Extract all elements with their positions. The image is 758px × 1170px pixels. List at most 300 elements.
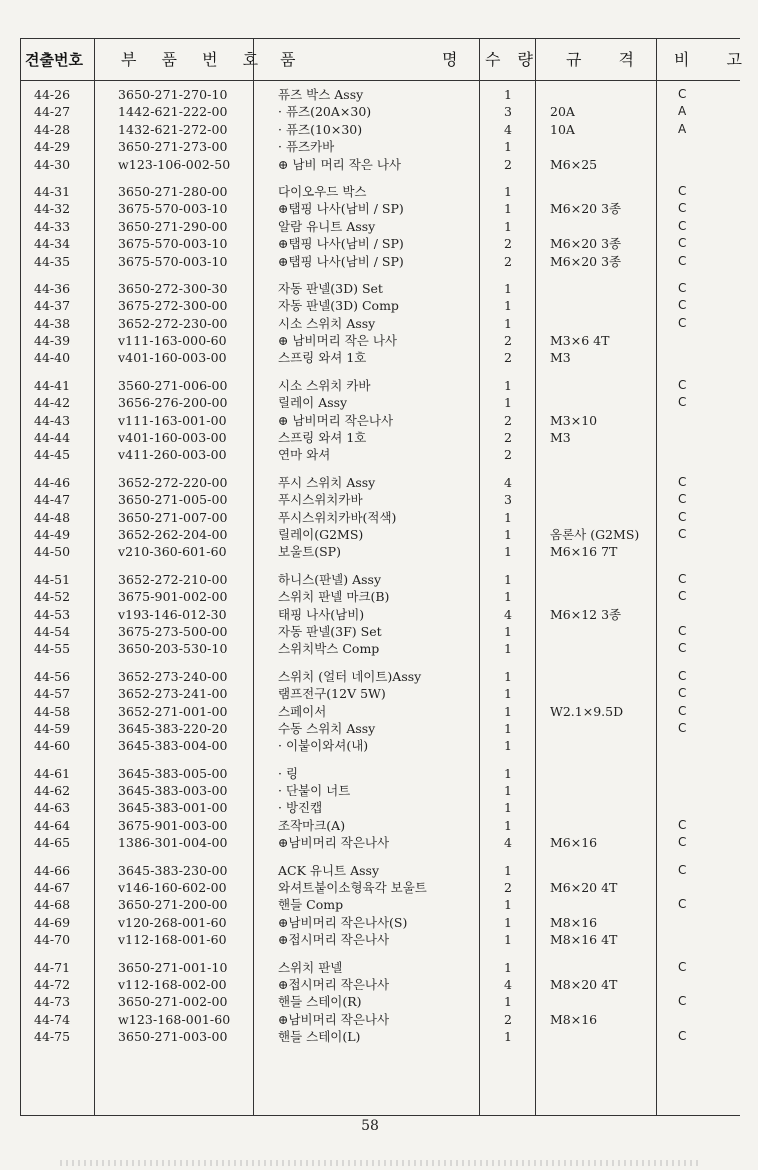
part-no: 3652-272-230-00 <box>118 315 228 331</box>
note: C <box>678 183 687 198</box>
index-no: 44-35 <box>34 253 71 269</box>
table-row <box>0 993 740 1010</box>
spec: M3×10 <box>550 412 598 428</box>
part-name: ⊕탭핑 나사(남비 / SP) <box>278 201 404 217</box>
spec: W2.1×9.5D <box>550 703 624 719</box>
index-no: 44-75 <box>34 1029 71 1045</box>
part-name: 스프링 와셔 1호 <box>278 430 367 446</box>
index-no: 44-60 <box>34 738 71 754</box>
quantity: 2 <box>504 880 512 896</box>
note: C <box>678 623 687 638</box>
index-no: 44-43 <box>34 412 71 428</box>
note: C <box>678 720 687 735</box>
part-name: ⊕남비머리 작은나사 <box>278 1011 390 1027</box>
quantity: 1 <box>504 862 512 878</box>
part-no: w123-168-001-60 <box>118 1011 231 1027</box>
index-no: 44-29 <box>34 139 71 155</box>
part-no: 3650-271-270-10 <box>118 87 228 102</box>
quantity: 2 <box>504 236 512 252</box>
index-no: 44-67 <box>34 880 71 896</box>
spec: M3 <box>550 430 571 446</box>
table-row <box>0 685 740 702</box>
header-note: 비 고 <box>674 50 758 69</box>
part-name: 릴레이(G2MS) <box>278 526 364 542</box>
index-no: 44-40 <box>34 350 71 366</box>
part-no: 3645-383-230-00 <box>118 862 228 878</box>
quantity: 2 <box>504 1011 512 1027</box>
row-group <box>0 377 740 464</box>
row-group <box>0 765 740 852</box>
part-no: 3652-272-210-00 <box>118 571 228 587</box>
row-group <box>0 668 740 755</box>
part-name: 스페이서 <box>278 703 327 719</box>
part-no: 3652-273-240-00 <box>118 668 228 684</box>
quantity: 1 <box>504 526 512 542</box>
part-no: 3675-901-002-00 <box>118 589 228 605</box>
part-name: · 퓨즈카바 <box>278 139 335 155</box>
quantity: 1 <box>504 641 512 657</box>
quantity: 1 <box>504 377 512 393</box>
part-no: 3675-272-300-00 <box>118 298 228 314</box>
index-no: 44-53 <box>34 606 71 622</box>
part-no: 3645-383-001-00 <box>118 800 228 816</box>
index-no: 44-31 <box>34 183 71 199</box>
index-no: 44-33 <box>34 218 71 234</box>
quantity: 4 <box>504 606 512 622</box>
table-row <box>0 526 740 543</box>
quantity: 1 <box>504 183 512 199</box>
row-group <box>0 183 740 270</box>
index-no: 44-56 <box>34 668 71 684</box>
note: C <box>678 201 687 216</box>
table-row <box>0 86 740 103</box>
spec: 10A <box>550 121 575 137</box>
note: C <box>678 377 687 392</box>
note: C <box>678 315 687 330</box>
part-name: 자동 판넬(3F) Set <box>278 623 382 639</box>
index-no: 44-64 <box>34 817 71 833</box>
parts-table-body <box>0 86 740 1056</box>
part-name: 스위치 판넬 <box>278 959 343 975</box>
index-no: 44-34 <box>34 236 71 252</box>
part-name: ⊕탭핑 나사(남비 / SP) <box>278 253 404 269</box>
header-name-right: 명 <box>442 50 458 69</box>
part-no: 3650-271-005-00 <box>118 492 228 508</box>
part-no: w123-106-002-50 <box>118 156 231 172</box>
part-name: · 퓨즈(20A×30) <box>278 104 372 120</box>
table-row <box>0 862 740 879</box>
part-name: 자동 판넬(3D) Comp <box>278 298 399 314</box>
part-no: v120-268-001-60 <box>118 914 227 930</box>
quantity: 1 <box>504 315 512 331</box>
index-no: 44-30 <box>34 156 71 172</box>
index-no: 44-49 <box>34 526 71 542</box>
part-name: 보울트(SP) <box>278 544 341 560</box>
spec: M8×16 4T <box>550 932 618 948</box>
index-no: 44-58 <box>34 703 71 719</box>
part-name: ⊕접시머리 작은나사 <box>278 976 390 992</box>
quantity: 2 <box>504 430 512 446</box>
table-row <box>0 491 740 508</box>
note: C <box>678 897 687 912</box>
part-name: · 이붙이와셔(내) <box>278 738 369 754</box>
note: C <box>678 589 687 604</box>
index-no: 44-51 <box>34 571 71 587</box>
note: C <box>678 492 687 507</box>
table-row <box>0 896 740 913</box>
index-no: 44-26 <box>34 87 71 102</box>
part-name: 시소 스위치 Assy <box>278 315 376 331</box>
header-spec: 규 격 <box>566 50 650 69</box>
note: C <box>678 686 687 701</box>
part-name: 연마 와셔 <box>278 447 331 463</box>
index-no: 44-48 <box>34 509 71 525</box>
part-name: 램프전구(12V 5W) <box>278 686 386 702</box>
row-group <box>0 86 740 173</box>
quantity: 2 <box>504 412 512 428</box>
part-no: 3675-570-003-10 <box>118 201 228 217</box>
part-name: · 단붙이 너트 <box>278 783 351 799</box>
quantity: 3 <box>504 104 512 120</box>
index-no: 44-63 <box>34 800 71 816</box>
note: C <box>678 862 687 877</box>
header-quantity: 수 량 <box>485 50 539 69</box>
row-group <box>0 474 740 561</box>
part-no: 3650-271-001-10 <box>118 959 228 975</box>
index-no: 44-36 <box>34 280 71 296</box>
table-row <box>0 156 740 173</box>
quantity: 1 <box>504 1029 512 1045</box>
table-row <box>0 782 740 799</box>
note: C <box>678 959 687 974</box>
index-no: 44-50 <box>34 544 71 560</box>
note: C <box>678 641 687 656</box>
note: C <box>678 298 687 313</box>
part-no: 3675-273-500-00 <box>118 623 228 639</box>
table-row <box>0 931 740 948</box>
note: C <box>678 474 687 489</box>
table-row <box>0 1011 740 1028</box>
spec: 옴론사 (G2MS) <box>550 526 640 542</box>
part-name: 푸시스위치카바 <box>278 492 363 508</box>
table-row <box>0 332 740 349</box>
quantity: 1 <box>504 959 512 975</box>
quantity: 1 <box>504 668 512 684</box>
part-name: ⊕남비머리 작은나사 <box>278 835 390 851</box>
quantity: 2 <box>504 447 512 463</box>
part-no: 3650-271-003-00 <box>118 1029 228 1045</box>
spec: M6×12 3종 <box>550 606 622 622</box>
index-no: 44-68 <box>34 897 71 913</box>
note: C <box>678 253 687 268</box>
quantity: 1 <box>504 932 512 948</box>
part-no: 3645-383-004-00 <box>118 738 228 754</box>
part-name: 퓨즈 박스 Assy <box>278 87 364 102</box>
index-no: 44-70 <box>34 932 71 948</box>
part-name: · 방진캡 <box>278 800 323 816</box>
note: C <box>678 526 687 541</box>
quantity: 1 <box>504 201 512 217</box>
note: C <box>678 703 687 718</box>
part-name: 수동 스위치 Assy <box>278 720 376 736</box>
part-no: v411-260-003-00 <box>118 447 227 463</box>
quantity: 1 <box>504 994 512 1010</box>
table-bottom-border <box>20 1115 740 1116</box>
part-no: 3650-271-273-00 <box>118 139 228 155</box>
table-row <box>0 394 740 411</box>
table-row <box>0 138 740 155</box>
spec: M8×16 <box>550 914 598 930</box>
spec: M6×20 3종 <box>550 201 622 217</box>
quantity: 1 <box>504 544 512 560</box>
part-name: 하니스(판넬) Assy <box>278 571 382 587</box>
spec: M6×16 7T <box>550 544 618 560</box>
part-name: 스프링 와셔 1호 <box>278 350 367 366</box>
table-row <box>0 623 740 640</box>
part-no: 3652-262-204-00 <box>118 526 228 542</box>
index-no: 44-38 <box>34 315 71 331</box>
index-no: 44-71 <box>34 959 71 975</box>
table-row <box>0 879 740 896</box>
table-row <box>0 834 740 851</box>
note: C <box>678 236 687 251</box>
table-row <box>0 737 740 754</box>
note: C <box>678 395 687 410</box>
index-no: 44-46 <box>34 474 71 490</box>
spec: M8×20 4T <box>550 976 618 992</box>
index-no: 44-61 <box>34 765 71 781</box>
table-row <box>0 280 740 297</box>
index-no: 44-44 <box>34 430 71 446</box>
table-row <box>0 103 740 120</box>
index-no: 44-59 <box>34 720 71 736</box>
table-row <box>0 976 740 993</box>
part-no: 3645-383-005-00 <box>118 765 228 781</box>
index-no: 44-62 <box>34 783 71 799</box>
index-no: 44-28 <box>34 121 71 137</box>
table-row <box>0 474 740 491</box>
table-row <box>0 183 740 200</box>
note: C <box>678 509 687 524</box>
spec: M6×20 3종 <box>550 236 622 252</box>
part-no: 3645-383-003-00 <box>118 783 228 799</box>
spec: M6×25 <box>550 156 598 172</box>
quantity: 1 <box>504 87 512 102</box>
table-row <box>0 543 740 560</box>
part-name: 스위치 (얼터 네이트)Assy <box>278 668 422 684</box>
note: C <box>678 835 687 850</box>
page-number: 58 <box>361 1118 379 1134</box>
part-no: 3652-273-241-00 <box>118 686 228 702</box>
quantity: 1 <box>504 571 512 587</box>
quantity: 2 <box>504 333 512 349</box>
part-name: 자동 판넬(3D) Set <box>278 280 383 296</box>
part-no: 3650-271-290-00 <box>118 218 228 234</box>
table-top-border <box>20 38 740 39</box>
quantity: 2 <box>504 253 512 269</box>
part-no: 3650-203-530-10 <box>118 641 228 657</box>
part-name: · 퓨즈(10×30) <box>278 121 363 137</box>
table-row <box>0 377 740 394</box>
index-no: 44-27 <box>34 104 71 120</box>
part-no: 3650-271-200-00 <box>118 897 228 913</box>
table-row <box>0 765 740 782</box>
part-name: 푸시스위치카바(적색) <box>278 509 397 525</box>
index-no: 44-54 <box>34 623 71 639</box>
quantity: 2 <box>504 156 512 172</box>
part-name: ⊕ 남비머리 작은나사 <box>278 412 394 428</box>
quantity: 1 <box>504 720 512 736</box>
part-name: · 링 <box>278 765 299 781</box>
table-row <box>0 588 740 605</box>
part-no: 3652-271-001-00 <box>118 703 228 719</box>
part-name: 시소 스위치 카바 <box>278 377 371 393</box>
part-name: 핸들 Comp <box>278 897 344 913</box>
table-row <box>0 297 740 314</box>
part-no: v112-168-002-00 <box>118 976 227 992</box>
part-no: 3675-570-003-10 <box>118 253 228 269</box>
part-name: 태핑 나사(남비) <box>278 606 365 622</box>
table-row <box>0 799 740 816</box>
quantity: 1 <box>504 218 512 234</box>
part-no: v111-163-000-60 <box>118 333 227 349</box>
quantity: 4 <box>504 121 512 137</box>
index-no: 44-32 <box>34 201 71 217</box>
part-name: ACK 유니트 Assy <box>278 862 380 878</box>
part-name: 핸들 스테이(R) <box>278 994 362 1010</box>
header-name-left: 품 <box>280 50 296 69</box>
row-group <box>0 862 740 949</box>
table-row <box>0 720 740 737</box>
part-name: 다이오우드 박스 <box>278 183 367 199</box>
spec: M6×20 3종 <box>550 253 622 269</box>
part-name: 스위치 판넬 마크(B) <box>278 589 390 605</box>
quantity: 1 <box>504 817 512 833</box>
table-row <box>0 640 740 657</box>
part-name: 릴레이 Assy <box>278 395 348 411</box>
index-no: 44-74 <box>34 1011 71 1027</box>
index-no: 44-72 <box>34 976 71 992</box>
table-row <box>0 1028 740 1045</box>
scan-artifact-strip <box>60 1160 700 1166</box>
spec: M6×20 4T <box>550 880 618 896</box>
part-no: 3560-271-006-00 <box>118 377 228 393</box>
quantity: 1 <box>504 623 512 639</box>
quantity: 2 <box>504 350 512 366</box>
quantity: 4 <box>504 835 512 851</box>
quantity: 1 <box>504 686 512 702</box>
note: C <box>678 87 687 101</box>
table-row <box>0 914 740 931</box>
index-no: 44-42 <box>34 395 71 411</box>
spec: 20A <box>550 104 575 120</box>
index-no: 44-52 <box>34 589 71 605</box>
part-name: 조작마크(A) <box>278 817 346 833</box>
quantity: 1 <box>504 703 512 719</box>
part-no: 3675-901-003-00 <box>118 817 228 833</box>
quantity: 3 <box>504 492 512 508</box>
part-no: v401-160-003-00 <box>118 350 227 366</box>
index-no: 44-47 <box>34 492 71 508</box>
note: C <box>678 1029 687 1044</box>
table-row <box>0 429 740 446</box>
table-row <box>0 668 740 685</box>
part-no: 3675-570-003-10 <box>118 236 228 252</box>
part-name: 알람 유니트 Assy <box>278 218 376 234</box>
part-no: 3652-272-220-00 <box>118 474 228 490</box>
part-no: 1442-621-222-00 <box>118 104 228 120</box>
note: C <box>678 668 687 683</box>
part-no: v193-146-012-30 <box>118 606 227 622</box>
note: A <box>678 121 687 136</box>
index-no: 44-65 <box>34 835 71 851</box>
table-row <box>0 571 740 588</box>
part-no: v210-360-601-60 <box>118 544 227 560</box>
index-no: 44-41 <box>34 377 71 393</box>
index-no: 44-73 <box>34 994 71 1010</box>
note: C <box>678 280 687 295</box>
table-row <box>0 412 740 429</box>
spec: M3×6 4T <box>550 333 610 349</box>
part-no: v112-168-001-60 <box>118 932 227 948</box>
index-no: 44-57 <box>34 686 71 702</box>
table-row <box>0 235 740 252</box>
part-no: v111-163-001-00 <box>118 412 227 428</box>
part-name: 푸시 스위치 Assy <box>278 474 376 490</box>
row-group <box>0 280 740 367</box>
table-row <box>0 509 740 526</box>
index-no: 44-69 <box>34 914 71 930</box>
quantity: 1 <box>504 139 512 155</box>
part-no: v146-160-602-00 <box>118 880 227 896</box>
part-name: ⊕탭핑 나사(남비 / SP) <box>278 236 404 252</box>
table-row <box>0 200 740 217</box>
header-bottom-border <box>20 80 740 81</box>
table-row <box>0 959 740 976</box>
table-row <box>0 703 740 720</box>
row-group <box>0 959 740 1046</box>
table-row <box>0 446 740 463</box>
part-name: 와셔트붙이소형육각 보울트 <box>278 880 427 896</box>
part-name: 핸들 스테이(L) <box>278 1029 361 1045</box>
quantity: 1 <box>504 914 512 930</box>
part-no: 3645-383-220-20 <box>118 720 228 736</box>
quantity: 1 <box>504 298 512 314</box>
spec: M8×16 <box>550 1011 598 1027</box>
quantity: 1 <box>504 589 512 605</box>
part-no: 3650-272-300-30 <box>118 280 228 296</box>
part-name: ⊕남비머리 작은나사(S) <box>278 914 408 930</box>
note: C <box>678 994 687 1009</box>
quantity: 1 <box>504 509 512 525</box>
quantity: 1 <box>504 800 512 816</box>
header-index-no: 견출번호 <box>25 51 83 69</box>
part-no: 1432-621-272-00 <box>118 121 228 137</box>
part-no: 3650-271-280-00 <box>118 183 228 199</box>
part-no: v401-160-003-00 <box>118 430 227 446</box>
part-no: 1386-301-004-00 <box>118 835 228 851</box>
index-no: 44-55 <box>34 641 71 657</box>
table-row <box>0 253 740 270</box>
quantity: 1 <box>504 280 512 296</box>
index-no: 44-45 <box>34 447 71 463</box>
header-part-no: 부 품 번 호 <box>121 50 269 69</box>
index-no: 44-37 <box>34 298 71 314</box>
note: C <box>678 218 687 233</box>
part-name: ⊕ 남비 머리 작은 나사 <box>278 156 401 172</box>
quantity: 4 <box>504 976 512 992</box>
part-no: 3650-271-007-00 <box>118 509 228 525</box>
